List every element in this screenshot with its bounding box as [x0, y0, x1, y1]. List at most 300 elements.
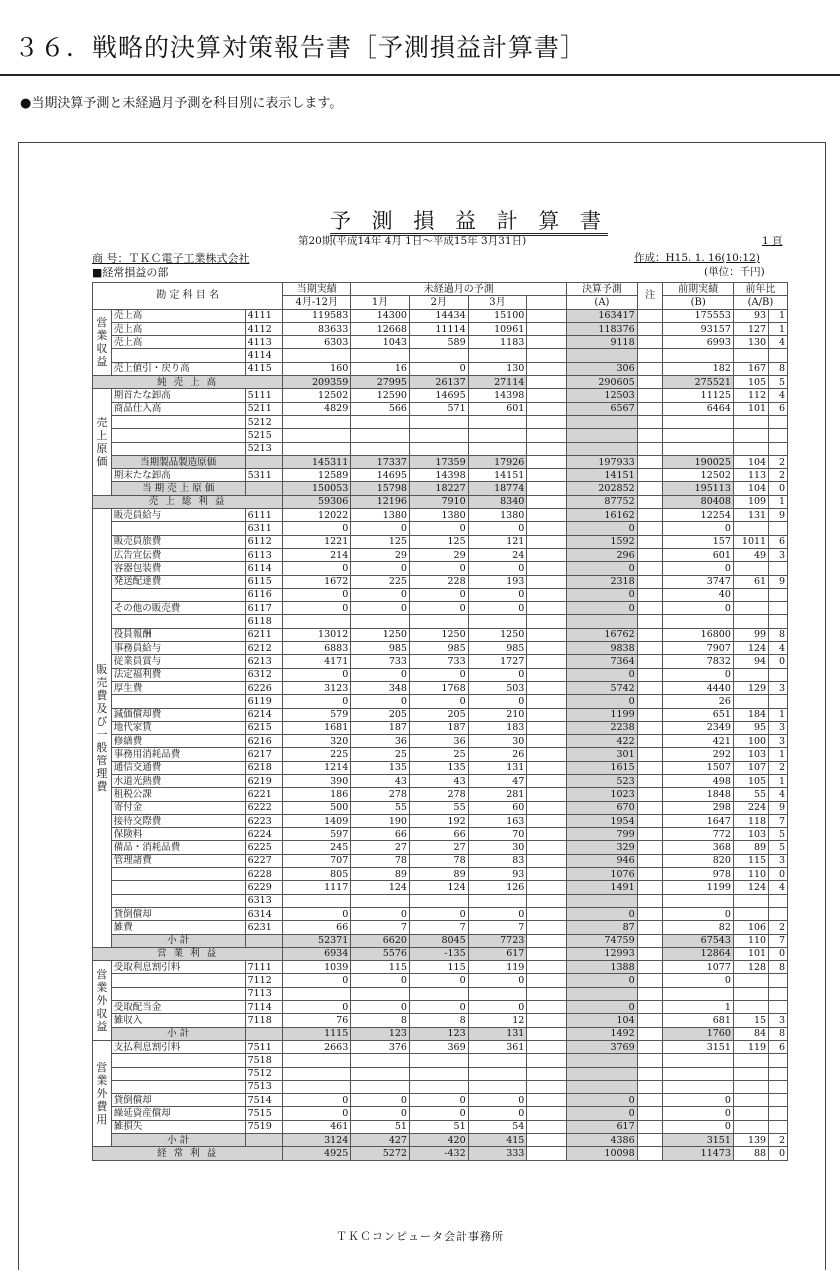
- ratio-dec: [769, 1067, 788, 1080]
- current-value: 6934: [283, 947, 351, 960]
- blank-value: [527, 974, 567, 987]
- forecast-value: 0: [567, 1107, 637, 1120]
- prev-value: 1647: [663, 814, 733, 827]
- m1-value: 25: [351, 748, 410, 761]
- note-value: [637, 1027, 663, 1040]
- m3-value: 131: [468, 761, 527, 774]
- ratio-int: 105: [733, 376, 768, 389]
- m3-value: 60: [468, 801, 527, 814]
- current-value: [283, 894, 351, 907]
- account-name: 管理諸費: [111, 854, 245, 867]
- account-code: 6221: [245, 788, 283, 801]
- m3-value: 15100: [468, 309, 527, 322]
- ratio-int: 106: [733, 921, 768, 934]
- m1-value: 36: [351, 735, 410, 748]
- prev-value: [663, 429, 733, 442]
- forecast-value: 0: [567, 907, 637, 920]
- prev-value: 651: [663, 708, 733, 721]
- m1-value: 135: [351, 761, 410, 774]
- ratio-int: 55: [733, 788, 768, 801]
- blank-value: [527, 681, 567, 694]
- m1-value: 8: [351, 1014, 410, 1027]
- note-value: [637, 575, 663, 588]
- ratio-int: [733, 987, 768, 1000]
- prev-value: 292: [663, 748, 733, 761]
- table-row: [93, 389, 788, 402]
- account-code: 6224: [245, 828, 283, 841]
- blank-value: [527, 828, 567, 841]
- m1-value: 123: [351, 1027, 410, 1040]
- ratio-dec: [769, 442, 788, 455]
- current-value: 13012: [283, 628, 351, 641]
- ratio-int: 93: [733, 309, 768, 322]
- prev-value: 1507: [663, 761, 733, 774]
- account-code: 5311: [245, 469, 283, 482]
- account-code: 6117: [245, 602, 283, 615]
- blank-value: [527, 668, 567, 681]
- account-code: 6214: [245, 708, 283, 721]
- account-code: 6211: [245, 628, 283, 641]
- m3-value: 0: [468, 1094, 527, 1107]
- m3-value: 30: [468, 735, 527, 748]
- m2-value: 187: [409, 721, 468, 734]
- table-row: [93, 1054, 788, 1067]
- blank-value: [527, 721, 567, 734]
- ratio-int: [733, 1067, 768, 1080]
- ratio-dec: [769, 429, 788, 442]
- ratio-dec: 8: [769, 628, 788, 641]
- account-code: 7518: [245, 1054, 283, 1067]
- current-value: 52371: [283, 934, 351, 947]
- blank-value: [527, 522, 567, 535]
- forecast-value: 16162: [567, 509, 637, 522]
- m2-value: [409, 1067, 468, 1080]
- m2-value: 89: [409, 868, 468, 881]
- account-code: 7113: [245, 987, 283, 1000]
- current-value: 0: [283, 695, 351, 708]
- m2-value: 1250: [409, 628, 468, 641]
- ratio-dec: 2: [769, 469, 788, 482]
- current-value: 0: [283, 602, 351, 615]
- account-name: 販売員給与: [111, 509, 245, 522]
- account-name: 容器包装費: [111, 562, 245, 575]
- blank-value: [527, 602, 567, 615]
- ratio-dec: 9: [769, 575, 788, 588]
- account-name: 受取利息割引料: [111, 961, 245, 974]
- prev-value: 3747: [663, 575, 733, 588]
- m1-value: [351, 1080, 410, 1093]
- ratio-dec: 2: [769, 1134, 788, 1147]
- account-code: 7514: [245, 1094, 283, 1107]
- current-value: 0: [283, 1094, 351, 1107]
- blank-value: [527, 548, 567, 561]
- current-value: 3123: [283, 681, 351, 694]
- m3-value: 0: [468, 522, 527, 535]
- note-value: [637, 1080, 663, 1093]
- note-value: [637, 695, 663, 708]
- m3-value: [468, 442, 527, 455]
- ratio-dec: 5: [769, 376, 788, 389]
- prev-value: 0: [663, 562, 733, 575]
- m1-value: 0: [351, 907, 410, 920]
- table-row: [93, 1001, 788, 1014]
- blank-value: [527, 761, 567, 774]
- table-row: [93, 469, 788, 482]
- m2-value: 571: [409, 402, 468, 415]
- current-value: 1409: [283, 814, 351, 827]
- current-value: 0: [283, 1001, 351, 1014]
- m3-value: 14151: [468, 469, 527, 482]
- blank-value: [527, 482, 567, 495]
- ratio-int: [733, 974, 768, 987]
- m3-value: 0: [468, 695, 527, 708]
- blank-value: [527, 415, 567, 428]
- note-value: [637, 548, 663, 561]
- table-row: [93, 1014, 788, 1027]
- m2-value: 589: [409, 336, 468, 349]
- table-row: [93, 588, 788, 601]
- report-period: 第20期(平成14年 4月 1日～平成15年 3月31日): [298, 235, 527, 247]
- prev-value: 498: [663, 774, 733, 787]
- account-name: 小 計: [111, 1027, 245, 1040]
- ratio-int: 107: [733, 761, 768, 774]
- account-code: 6222: [245, 801, 283, 814]
- ratio-int: 100: [733, 735, 768, 748]
- m3-value: 7: [468, 921, 527, 934]
- header-future: 未経過月の予測: [351, 283, 567, 296]
- current-value: 500: [283, 801, 351, 814]
- forecast-value: 306: [567, 362, 637, 375]
- m2-value: 14695: [409, 389, 468, 402]
- account-code: 5215: [245, 429, 283, 442]
- m1-value: 55: [351, 801, 410, 814]
- ratio-int: 99: [733, 628, 768, 641]
- m2-value: -432: [409, 1147, 468, 1160]
- forecast-value: [567, 415, 637, 428]
- m2-value: [409, 987, 468, 1000]
- header-ratio: 前年比: [733, 283, 787, 296]
- note-value: [637, 1107, 663, 1120]
- blank-value: [527, 615, 567, 628]
- prev-value: 40: [663, 588, 733, 601]
- m2-value: 369: [409, 1040, 468, 1053]
- m1-value: 376: [351, 1040, 410, 1053]
- table-row: [93, 788, 788, 801]
- account-name: 期末たな卸高: [111, 469, 245, 482]
- account-name: 売 上 総 利 益: [93, 495, 283, 508]
- ratio-int: 103: [733, 828, 768, 841]
- ratio-dec: 3: [769, 854, 788, 867]
- m1-value: 0: [351, 522, 410, 535]
- table-row: [93, 562, 788, 575]
- account-name: [111, 349, 245, 362]
- ratio-dec: [769, 562, 788, 575]
- blank-value: [527, 934, 567, 947]
- table-row: [93, 548, 788, 561]
- table-row: [93, 735, 788, 748]
- m1-value: 0: [351, 695, 410, 708]
- current-value: [283, 429, 351, 442]
- account-code: 7515: [245, 1107, 283, 1120]
- forecast-value: 523: [567, 774, 637, 787]
- current-value: 66: [283, 921, 351, 934]
- table-row: [93, 535, 788, 548]
- table-row: [93, 774, 788, 787]
- section-label: ■経常損益の部: [92, 266, 169, 279]
- header-row: [93, 283, 788, 296]
- ratio-int: 104: [733, 482, 768, 495]
- table-row: [93, 907, 788, 920]
- table-row: [93, 695, 788, 708]
- current-value: [283, 1080, 351, 1093]
- ratio-int: 119: [733, 1040, 768, 1053]
- m1-value: 278: [351, 788, 410, 801]
- ratio-dec: [769, 1094, 788, 1107]
- m1-value: 14300: [351, 309, 410, 322]
- ratio-dec: [769, 907, 788, 920]
- account-code: 7112: [245, 974, 283, 987]
- m1-value: 205: [351, 708, 410, 721]
- m1-value: 0: [351, 562, 410, 575]
- current-value: 76: [283, 1014, 351, 1027]
- note-value: [637, 974, 663, 987]
- table-body: [93, 309, 788, 1160]
- note-value: [637, 389, 663, 402]
- account-name: [111, 1067, 245, 1080]
- forecast-value: 104: [567, 1014, 637, 1027]
- forecast-value: 16762: [567, 628, 637, 641]
- note-value: [637, 681, 663, 694]
- m2-value: 192: [409, 814, 468, 827]
- account-code: 5213: [245, 442, 283, 455]
- current-value: 245: [283, 841, 351, 854]
- table-row: [93, 748, 788, 761]
- account-name: 営 業 利 益: [93, 947, 283, 960]
- note-value: [637, 349, 663, 362]
- m2-value: 8045: [409, 934, 468, 947]
- m1-value: [351, 987, 410, 1000]
- table-row: [93, 575, 788, 588]
- ratio-int: 112: [733, 389, 768, 402]
- blank-value: [527, 987, 567, 1000]
- prev-value: 0: [663, 1107, 733, 1120]
- ratio-int: [733, 1001, 768, 1014]
- note-value: [637, 735, 663, 748]
- m2-value: 11114: [409, 322, 468, 335]
- forecast-value: 0: [567, 602, 637, 615]
- table-row: [93, 509, 788, 522]
- account-name: 従業員賞与: [111, 655, 245, 668]
- m3-value: 163: [468, 814, 527, 827]
- forecast-value: 0: [567, 562, 637, 575]
- blank-value: [527, 349, 567, 362]
- ratio-int: 95: [733, 721, 768, 734]
- account-code: 6118: [245, 615, 283, 628]
- account-name: 事務用消耗品費: [111, 748, 245, 761]
- table-row: [93, 455, 788, 468]
- account-code: 6227: [245, 854, 283, 867]
- prev-value: [663, 894, 733, 907]
- m3-value: 121: [468, 535, 527, 548]
- account-name: 寄付金: [111, 801, 245, 814]
- forecast-value: [567, 615, 637, 628]
- account-code: 7511: [245, 1040, 283, 1053]
- ratio-int: [733, 615, 768, 628]
- note-value: [637, 1120, 663, 1133]
- account-code: 4114: [245, 349, 283, 362]
- note-value: [637, 1067, 663, 1080]
- note-value: [637, 961, 663, 974]
- prev-value: [663, 1054, 733, 1067]
- forecast-value: 2238: [567, 721, 637, 734]
- ratio-int: 127: [733, 322, 768, 335]
- account-code: [245, 1134, 283, 1147]
- table-row: [93, 681, 788, 694]
- ratio-dec: 2: [769, 921, 788, 934]
- table-row: [93, 1027, 788, 1040]
- note-value: [637, 562, 663, 575]
- blank-value: [527, 455, 567, 468]
- ratio-int: [733, 894, 768, 907]
- m1-value: 12196: [351, 495, 410, 508]
- m2-value: [409, 1054, 468, 1067]
- current-value: 59306: [283, 495, 351, 508]
- m2-value: 36: [409, 735, 468, 748]
- prev-value: [663, 349, 733, 362]
- current-value: [283, 349, 351, 362]
- current-value: 4829: [283, 402, 351, 415]
- note-value: [637, 721, 663, 734]
- blank-value: [527, 961, 567, 974]
- company-name: 商 号：ＴＫＣ電子工業株式会社: [92, 252, 250, 265]
- current-value: 0: [283, 974, 351, 987]
- note-value: [637, 1147, 663, 1160]
- m1-value: [351, 429, 410, 442]
- m1-value: 16: [351, 362, 410, 375]
- m1-value: 29: [351, 548, 410, 561]
- prev-value: 1848: [663, 788, 733, 801]
- unit-label: (単位：千円): [704, 266, 765, 278]
- account-name: 販売員旅費: [111, 535, 245, 548]
- account-code: 6229: [245, 881, 283, 894]
- note-value: [637, 748, 663, 761]
- note-value: [637, 655, 663, 668]
- m2-value: 66: [409, 828, 468, 841]
- m2-value: 205: [409, 708, 468, 721]
- account-name: 経 常 利 益: [93, 1147, 283, 1160]
- m2-value: [409, 1080, 468, 1093]
- prev-value: 26: [663, 695, 733, 708]
- account-name: [111, 442, 245, 455]
- forecast-value: 301: [567, 748, 637, 761]
- m3-value: 0: [468, 602, 527, 615]
- account-code: 5111: [245, 389, 283, 402]
- forecast-value: 1954: [567, 814, 637, 827]
- note-value: [637, 894, 663, 907]
- m2-value: 0: [409, 1001, 468, 1014]
- prev-value: 11125: [663, 389, 733, 402]
- m2-value: [409, 442, 468, 455]
- m2-value: 29: [409, 548, 468, 561]
- m3-value: 119: [468, 961, 527, 974]
- account-name: 通信交通費: [111, 761, 245, 774]
- prev-value: [663, 442, 733, 455]
- prev-value: 12864: [663, 947, 733, 960]
- m3-value: 0: [468, 562, 527, 575]
- prev-value: 93157: [663, 322, 733, 335]
- account-name: [111, 974, 245, 987]
- m1-value: 89: [351, 868, 410, 881]
- blank-value: [527, 801, 567, 814]
- note-value: [637, 509, 663, 522]
- ratio-dec: 8: [769, 961, 788, 974]
- ratio-dec: 0: [769, 482, 788, 495]
- forecast-value: 12503: [567, 389, 637, 402]
- blank-value: [527, 429, 567, 442]
- table-row: [93, 415, 788, 428]
- current-value: [283, 615, 351, 628]
- account-name: 支払利息割引料: [111, 1040, 245, 1053]
- account-name: 商品仕入高: [111, 402, 245, 415]
- blank-value: [527, 336, 567, 349]
- prev-value: 298: [663, 801, 733, 814]
- m1-value: 733: [351, 655, 410, 668]
- forecast-value: 670: [567, 801, 637, 814]
- account-code: 6314: [245, 907, 283, 920]
- forecast-value: 946: [567, 854, 637, 867]
- blank-value: [527, 894, 567, 907]
- prev-value: 0: [663, 522, 733, 535]
- account-code: 6114: [245, 562, 283, 575]
- m3-value: 1727: [468, 655, 527, 668]
- m2-value: 17359: [409, 455, 468, 468]
- header-current-sub: 4月-12月: [283, 296, 351, 309]
- current-value: 160: [283, 362, 351, 375]
- m2-value: 278: [409, 788, 468, 801]
- table-row: [93, 442, 788, 455]
- m3-value: 70: [468, 828, 527, 841]
- note-value: [637, 828, 663, 841]
- m3-value: 26: [468, 748, 527, 761]
- m3-value: 47: [468, 774, 527, 787]
- table-row: [93, 894, 788, 907]
- account-name: 租税公課: [111, 788, 245, 801]
- forecast-value: 0: [567, 1094, 637, 1107]
- account-name: 売上値引・戻り高: [111, 362, 245, 375]
- ratio-int: 15: [733, 1014, 768, 1027]
- note-value: [637, 1001, 663, 1014]
- current-value: 579: [283, 708, 351, 721]
- ratio-int: [733, 907, 768, 920]
- ratio-int: 115: [733, 854, 768, 867]
- blank-value: [527, 1080, 567, 1093]
- forecast-value: 422: [567, 735, 637, 748]
- m1-value: 17337: [351, 455, 410, 468]
- table-row: [93, 482, 788, 495]
- account-name: 地代家賃: [111, 721, 245, 734]
- ratio-int: 105: [733, 774, 768, 787]
- m3-value: 17926: [468, 455, 527, 468]
- forecast-value: 290605: [567, 376, 637, 389]
- ratio-dec: 3: [769, 1014, 788, 1027]
- ratio-dec: [769, 1120, 788, 1133]
- table-row: [93, 349, 788, 362]
- forecast-value: [567, 349, 637, 362]
- m3-value: 126: [468, 881, 527, 894]
- ratio-int: [733, 602, 768, 615]
- m3-value: 83: [468, 854, 527, 867]
- m3-value: 0: [468, 907, 527, 920]
